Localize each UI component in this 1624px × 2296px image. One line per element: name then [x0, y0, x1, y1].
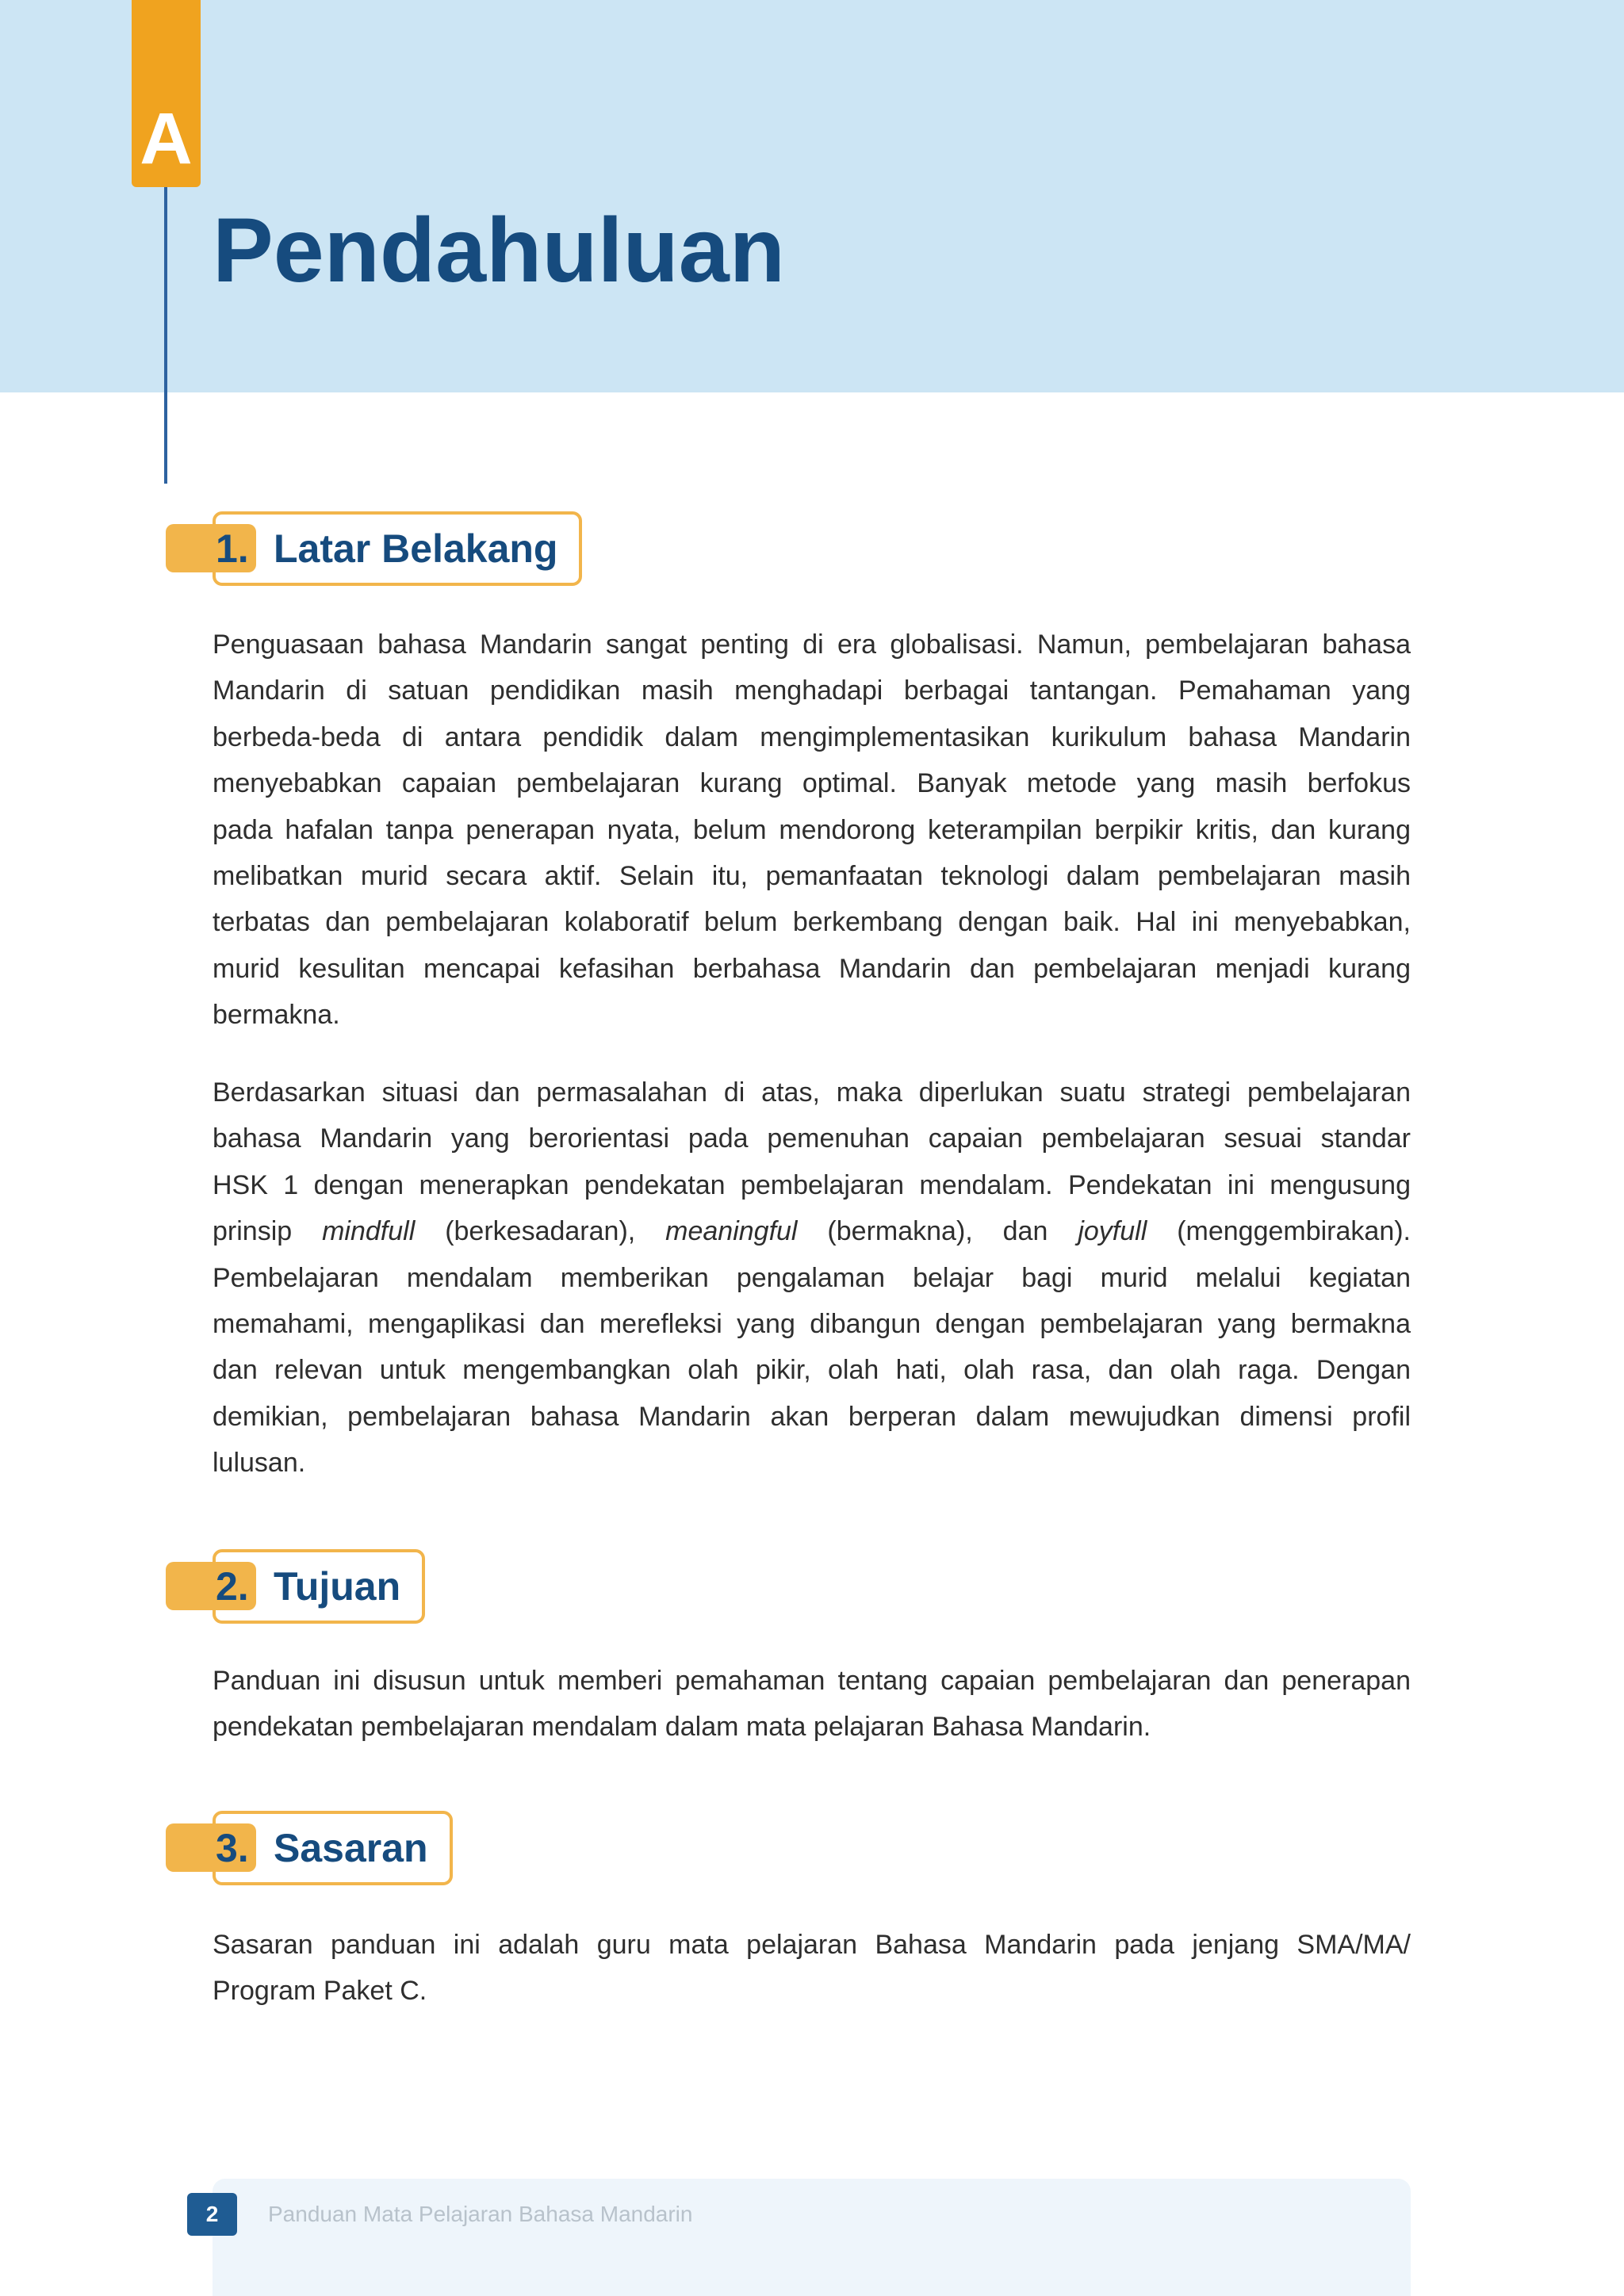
text-line: Sasaran panduan ini adalah guru mata pelajaran Bahasa Mandarin pada jenjang SMA/MA/ — [213, 1930, 1411, 1960]
text-line: berbeda-beda di antara pendidik dalam mengimplementasikan kurikulum bahasa Mandarin — [213, 721, 1411, 752]
paragraph — [213, 1922, 1411, 2015]
text-line: Berdasarkan situasi dan permasalahan di atas, maka diperlukan suatu strategi pembelajaran — [213, 1077, 1411, 1108]
section-heading-box — [213, 511, 582, 586]
text-segment: prinsip — [213, 1216, 323, 1247]
text-line: menyebabkan capaian pembelajaran kurang optimal. Banyak metode yang masih berfokus — [213, 768, 1411, 799]
text-line: Penguasaan bahasa Mandarin sangat penting di era globalisasi. Namun, pembelajaran bahasa — [213, 629, 1411, 660]
text-line: bermakna. — [213, 1000, 340, 1031]
text-line: Panduan ini disusun untuk memberi pemahaman tentang capaian pembelajaran dan penerapan — [213, 1666, 1411, 1696]
section-heading-sasaran — [0, 1811, 1624, 1885]
header-band — [0, 0, 1624, 392]
vertical-divider-line — [164, 187, 167, 484]
text-line: dan relevan untuk mengembangkan olah pikir, olah hati, olah rasa, dan olah raga. Dengan — [213, 1355, 1411, 1386]
section-title: Latar Belakang — [274, 526, 558, 571]
page-title: Pendahuluan — [213, 200, 786, 301]
section-heading-latar-belakang — [0, 511, 1624, 586]
text-segment: (berkesadaran), — [415, 1216, 666, 1247]
text-line: Pembelajaran mendalam memberikan pengalaman belajar bagi murid melalui kegiatan — [213, 1262, 1411, 1293]
section-letter-tab — [132, 0, 201, 187]
italic-term: meaningful — [665, 1216, 798, 1247]
paragraph — [213, 1070, 1411, 1487]
text-line: Mandarin di satuan pendidikan masih menghadapi berbagai tantangan. Pemahaman yang — [213, 675, 1411, 706]
text-segment: (bermakna), dan — [797, 1216, 1078, 1247]
text-segment: (menggembirakan). — [1147, 1216, 1411, 1247]
text-line: demikian, pembelajaran bahasa Mandarin akan berperan dalam mewujudkan dimensi profil — [213, 1401, 1411, 1432]
page-number: 2 — [187, 2193, 237, 2236]
footer-document-title: Panduan Mata Pelajaran Bahasa Mandarin — [268, 2202, 693, 2226]
section-heading-box — [213, 1549, 425, 1624]
italic-term: mindfull — [322, 1216, 416, 1247]
text-line: lulusan. — [213, 1448, 306, 1479]
text-line — [213, 1208, 1411, 1254]
text-line: bahasa Mandarin yang berorientasi pada pemenuhan capaian pembelajaran sesuai standar — [213, 1123, 1411, 1154]
section-number: 3. — [216, 1826, 249, 1870]
paragraph — [213, 622, 1411, 1039]
text-line: terbatas dan pembelajaran kolaboratif belum berkembang dengan baik. Hal ini menyebabkan, — [213, 907, 1411, 938]
text-line: memahami, mengaplikasi dan merefleksi yang dibangun dengan pembelajaran yang bermakna — [213, 1308, 1411, 1339]
section-title: Sasaran — [274, 1826, 428, 1870]
paragraph — [213, 1658, 1411, 1751]
text-line: pada hafalan tanpa penerapan nyata, belum mendorong keterampilan berpikir kritis, dan kurang — [213, 814, 1411, 845]
text-line: melibatkan murid secara aktif. Selain itu, pemanfaatan teknologi dalam pembelajaran masih — [213, 860, 1411, 891]
section-title: Tujuan — [274, 1564, 401, 1609]
section-letter: A — [140, 98, 193, 179]
text-line: Program Paket C. — [213, 1976, 427, 2007]
section-heading-box — [213, 1811, 453, 1885]
section-number: 1. — [216, 526, 249, 571]
section-number: 2. — [216, 1564, 249, 1609]
text-line: HSK 1 dengan menerapkan pendekatan pembelajaran mendalam. Pendekatan ini mengusung — [213, 1169, 1411, 1200]
text-line: murid kesulitan mencapai kefasihan berbahasa Mandarin dan pembelajaran menjadi kurang — [213, 953, 1411, 984]
italic-term: joyfull — [1078, 1216, 1147, 1247]
section-heading-tujuan — [0, 1549, 1624, 1624]
text-line: pendekatan pembelajaran mendalam dalam mata pelajaran Bahasa Mandarin. — [213, 1712, 1151, 1743]
